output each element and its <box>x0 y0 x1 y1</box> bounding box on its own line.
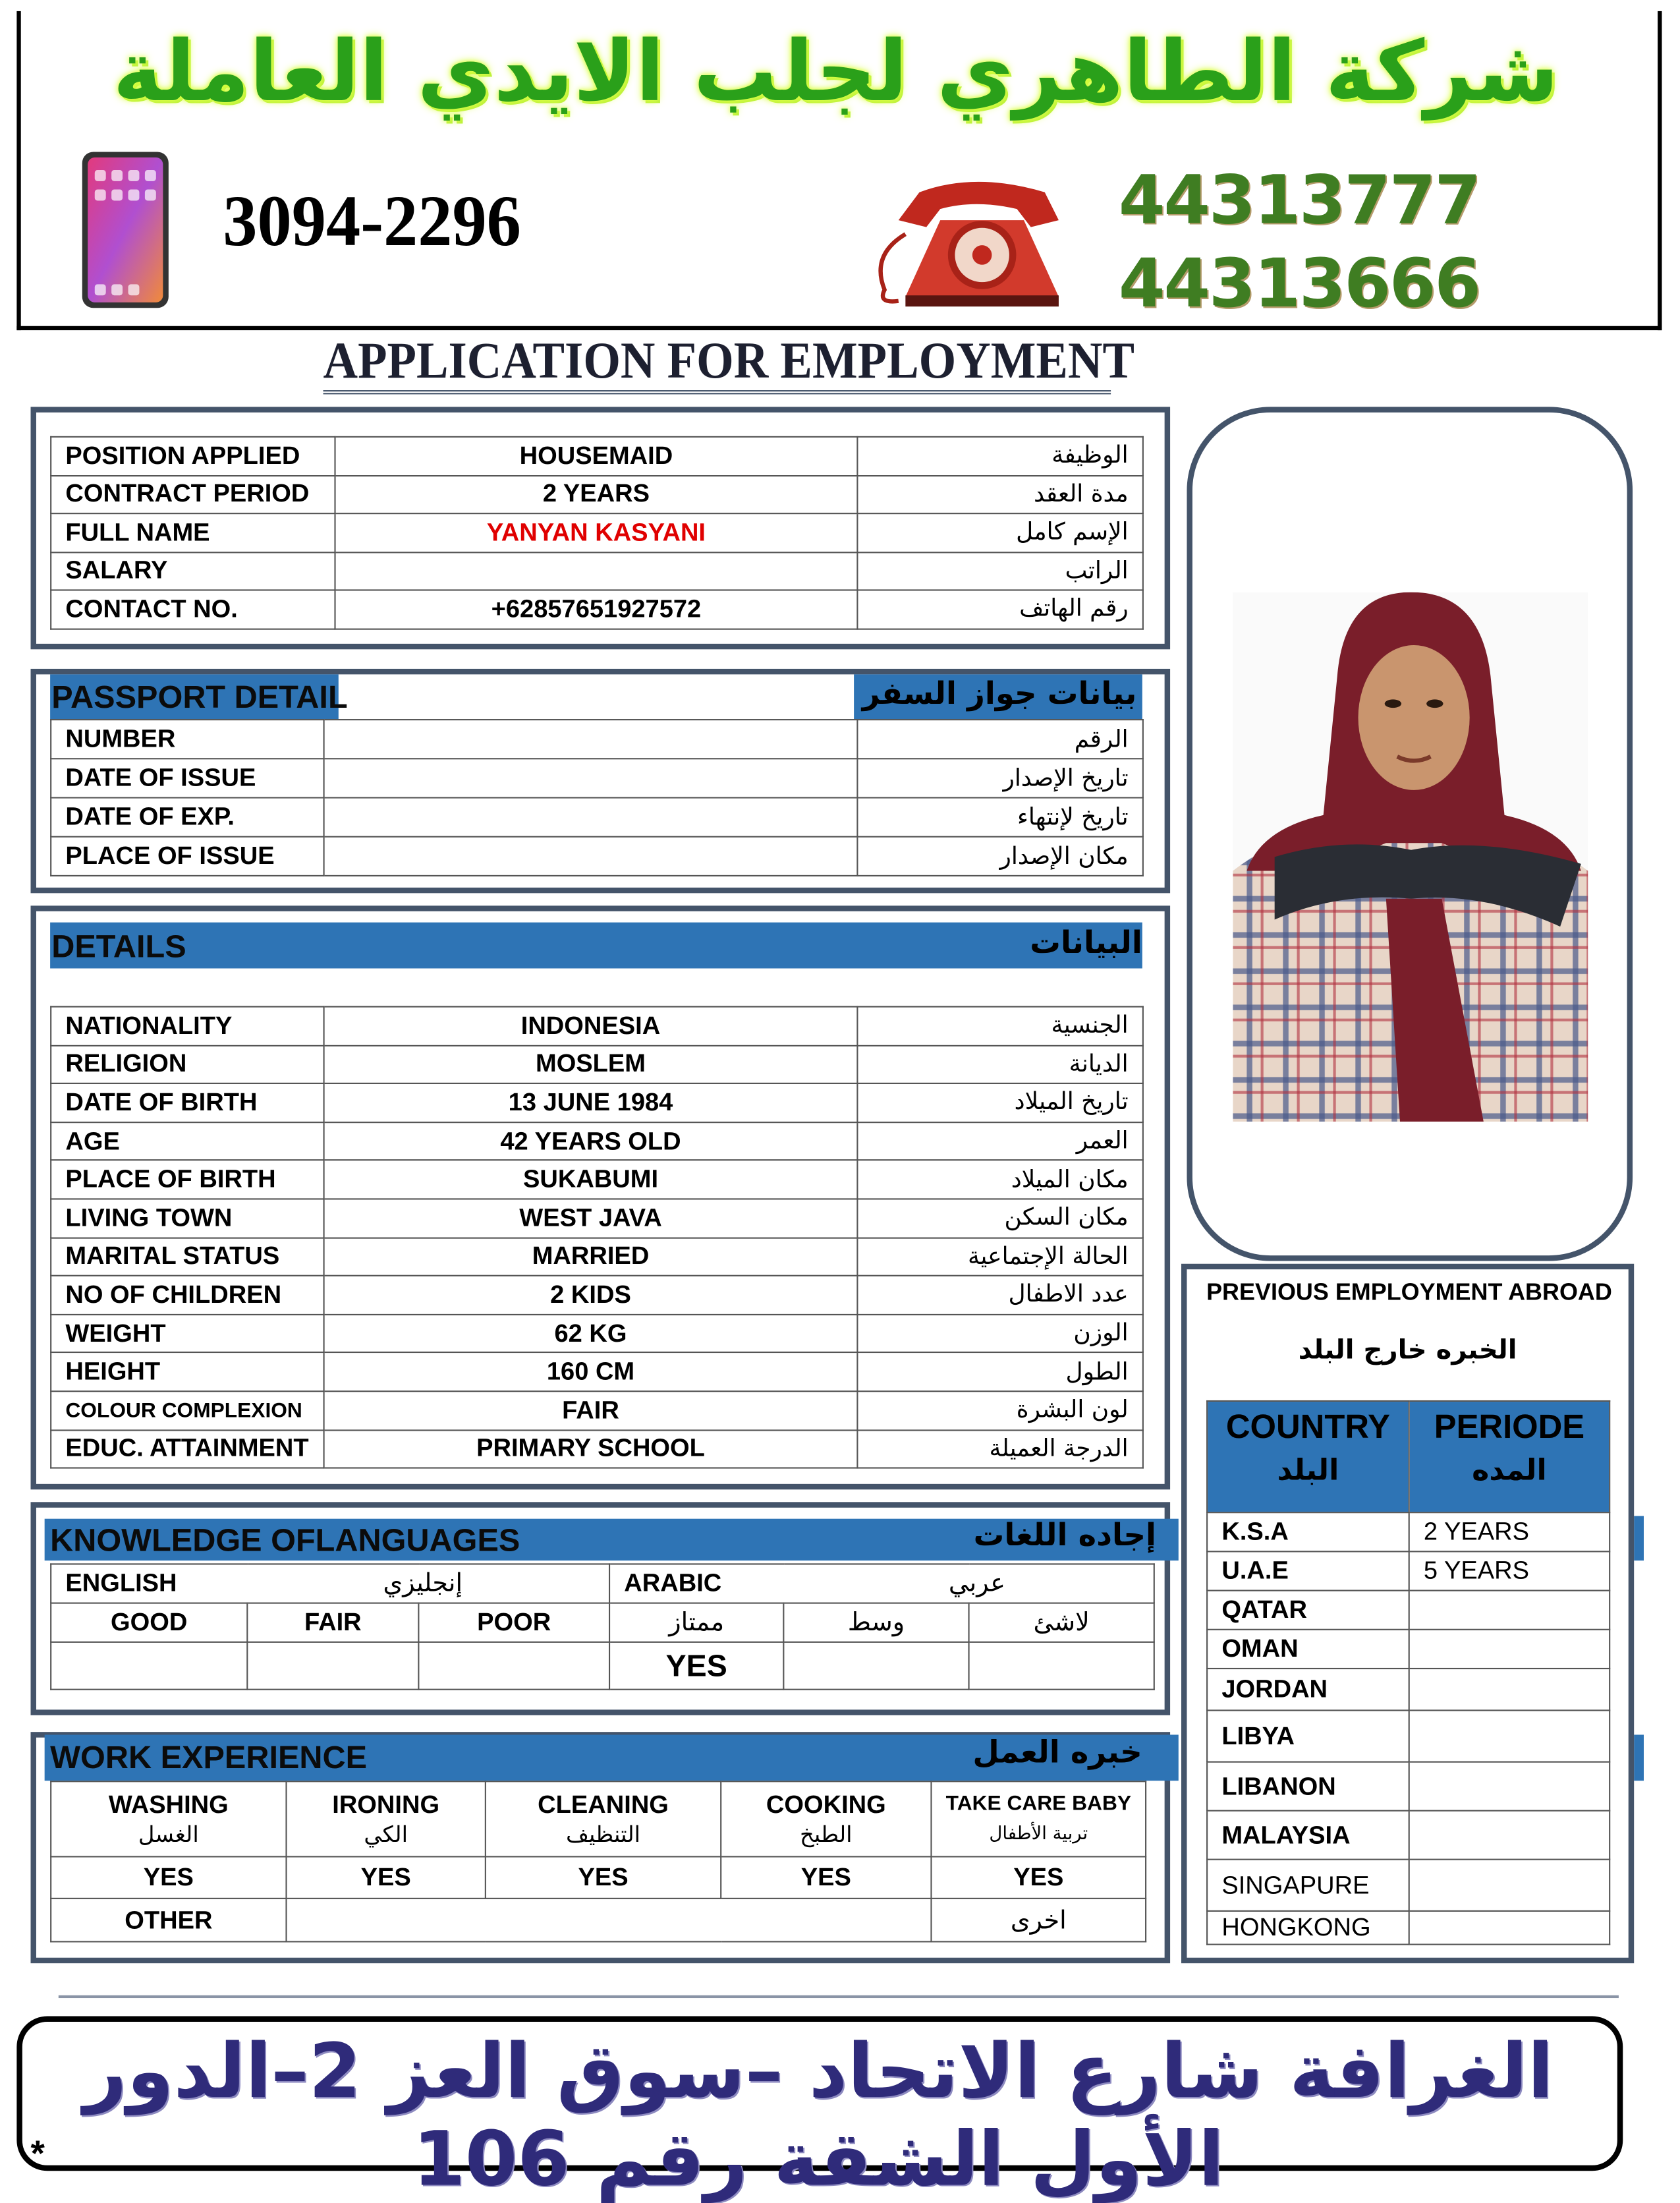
field-value[interactable]: PRIMARY SCHOOL <box>324 1429 858 1468</box>
previous-period[interactable] <box>1409 1710 1610 1761</box>
language-level-value-5[interactable] <box>969 1642 1154 1690</box>
landline-number-1: 44313777 <box>1118 161 1480 240</box>
field-label-ar: رقم الهاتف <box>857 590 1142 628</box>
landline-number-2: 44313666 <box>1118 245 1480 324</box>
previous-country: K.S.A <box>1207 1512 1409 1551</box>
field-label: DATE OF BIRTH <box>51 1083 323 1122</box>
languages-table <box>50 1563 1155 1690</box>
english-label: ENGLISH <box>65 1568 177 1597</box>
field-label-ar: الجنسية <box>857 1007 1142 1045</box>
field-label: COLOUR COMPLEXION <box>51 1391 323 1429</box>
field-label-ar: الدرجة العميلة <box>857 1429 1142 1468</box>
arabic-cell <box>609 1564 1154 1603</box>
field-value[interactable]: HOUSEMAID <box>335 437 858 475</box>
previous-country: OMAN <box>1207 1630 1409 1669</box>
field-label: POSITION APPLIED <box>51 437 335 475</box>
table-row <box>51 720 1143 758</box>
field-label: WEIGHT <box>51 1314 323 1352</box>
other-label-ar: اخرى <box>931 1899 1146 1942</box>
table-row <box>51 1122 1143 1160</box>
table-row <box>51 1045 1143 1083</box>
previous-period[interactable] <box>1409 1591 1610 1630</box>
arabic-label: ARABIC <box>624 1568 722 1597</box>
previous-country: HONGKONG <box>1207 1911 1409 1945</box>
previous-row <box>1207 1669 1610 1710</box>
language-level-value-2[interactable] <box>418 1642 609 1690</box>
language-level-1: FAIR <box>247 1603 418 1642</box>
work-values-row <box>51 1856 1146 1898</box>
country-header-ar: البلد <box>1277 1453 1339 1487</box>
language-names-row <box>51 1564 1154 1603</box>
field-value[interactable]: 2 KIDS <box>324 1276 858 1314</box>
work-skill <box>486 1781 721 1856</box>
previous-row <box>1207 1911 1610 1945</box>
table-row <box>51 1083 1143 1122</box>
previous-country: LIBYA <box>1207 1710 1409 1761</box>
previous-header-row <box>1207 1401 1610 1512</box>
table-row <box>51 1007 1143 1045</box>
field-label: HEIGHT <box>51 1353 323 1391</box>
period-column-header <box>1409 1401 1610 1512</box>
previous-period[interactable]: 2 YEARS <box>1409 1512 1610 1551</box>
table-row <box>51 475 1143 513</box>
work-skill-label-ar: الطبخ <box>800 1820 853 1847</box>
passport-heading: PASSPORT DETAIL <box>51 678 348 715</box>
field-label: DATE OF ISSUE <box>51 758 323 797</box>
previous-row <box>1207 1710 1610 1761</box>
field-label-ar: الرقم <box>857 720 1142 758</box>
languages-heading: KNOWLEDGE OFLANGUAGES <box>50 1521 520 1558</box>
previous-period[interactable] <box>1409 1811 1610 1860</box>
field-value[interactable] <box>324 758 858 797</box>
arabic-label-ar: عربي <box>948 1568 1005 1599</box>
previous-employment-title-ar: الخبره خارج البلد <box>1298 1334 1517 1366</box>
field-value[interactable]: MARRIED <box>324 1238 858 1276</box>
language-values-row <box>51 1642 1154 1690</box>
country-header-en: COUNTRY <box>1225 1408 1390 1446</box>
work-skill-value[interactable]: YES <box>287 1856 486 1898</box>
field-label: NO OF CHILDREN <box>51 1276 323 1314</box>
field-value[interactable] <box>324 720 858 758</box>
languages-heading-ar: إجاده اللغات <box>973 1518 1156 1554</box>
mobile-number: 3094-2296 <box>223 182 521 262</box>
table-row <box>51 797 1143 836</box>
field-label-ar: تاريخ الميلاد <box>857 1083 1142 1122</box>
table-row <box>51 1353 1143 1391</box>
previous-period[interactable] <box>1409 1911 1610 1945</box>
work-skill-label: TAKE CARE BABY <box>945 1791 1132 1816</box>
telephone-icon <box>864 179 1086 311</box>
previous-row <box>1207 1591 1610 1630</box>
field-label: LIVING TOWN <box>51 1199 323 1237</box>
table-row <box>51 1391 1143 1429</box>
field-value[interactable] <box>324 797 858 836</box>
table-row <box>51 837 1143 876</box>
field-value[interactable]: YANYAN KASYANI <box>335 513 858 552</box>
language-level-2: POOR <box>418 1603 609 1642</box>
previous-row <box>1207 1512 1610 1551</box>
field-label: EDUC. ATTAINMENT <box>51 1429 323 1468</box>
previous-employment-table <box>1206 1400 1610 1945</box>
work-skill <box>721 1781 931 1856</box>
field-label: MARITAL STATUS <box>51 1238 323 1276</box>
table-row <box>51 1199 1143 1237</box>
field-label: CONTACT NO. <box>51 590 335 628</box>
page-title: APPLICATION FOR EMPLOYMENT <box>323 334 1111 394</box>
other-label: OTHER <box>51 1899 286 1942</box>
previous-row <box>1207 1551 1610 1590</box>
language-level-4: وسط <box>783 1603 968 1642</box>
previous-period[interactable] <box>1409 1762 1610 1811</box>
field-value[interactable]: FAIR <box>324 1391 858 1429</box>
field-label-ar: تاريخ الإصدار <box>857 758 1142 797</box>
field-label-ar: العمر <box>857 1122 1142 1160</box>
work-skills-row <box>51 1781 1146 1856</box>
field-label: NATIONALITY <box>51 1007 323 1045</box>
other-value[interactable] <box>287 1899 932 1942</box>
field-value[interactable]: INDONESIA <box>324 1007 858 1045</box>
field-value[interactable]: MOSLEM <box>324 1045 858 1083</box>
details-heading: DETAILS <box>51 928 186 965</box>
field-label-ar: مكان الميلاد <box>857 1160 1142 1199</box>
previous-country: MALAYSIA <box>1207 1811 1409 1860</box>
field-label-ar: الوظيفة <box>857 437 1142 475</box>
field-value[interactable]: 42 YEARS OLD <box>324 1122 858 1160</box>
previous-row <box>1207 1811 1610 1860</box>
field-value[interactable]: 62 KG <box>324 1314 858 1352</box>
work-skill-label: COOKING <box>766 1789 886 1818</box>
field-label-ar: الراتب <box>857 552 1142 590</box>
field-label: NUMBER <box>51 720 323 758</box>
passport-table <box>50 719 1144 876</box>
previous-row <box>1207 1630 1610 1669</box>
field-label: PLACE OF BIRTH <box>51 1160 323 1199</box>
table-row <box>51 513 1143 552</box>
footer-asterisk: * <box>30 2132 45 2174</box>
field-value[interactable]: 13 JUNE 1984 <box>324 1083 858 1122</box>
language-level-value-1[interactable] <box>247 1642 418 1690</box>
field-label: PLACE OF ISSUE <box>51 837 323 876</box>
previous-period[interactable] <box>1409 1860 1610 1911</box>
language-level-value-4[interactable] <box>783 1642 968 1690</box>
work-heading-ar: خبره العمل <box>972 1736 1142 1771</box>
work-skill-value[interactable]: YES <box>51 1856 286 1898</box>
field-label: DATE OF EXP. <box>51 797 323 836</box>
work-skill <box>287 1781 486 1856</box>
work-skill-label: IRONING <box>332 1789 440 1818</box>
table-row <box>51 1314 1143 1352</box>
applicant-photo <box>1233 592 1588 1122</box>
previous-period[interactable] <box>1409 1669 1610 1710</box>
work-skill-label-ar: تربية الأطفال <box>989 1823 1088 1845</box>
language-level-0: GOOD <box>51 1603 247 1642</box>
field-label-ar: الحالة الإجتماعية <box>857 1238 1142 1276</box>
work-other-row <box>51 1899 1146 1942</box>
previous-row <box>1207 1762 1610 1811</box>
field-label-ar: الوزن <box>857 1314 1142 1352</box>
field-label-ar: مكان الإصدار <box>857 837 1142 876</box>
position-table <box>50 436 1144 629</box>
field-value[interactable] <box>324 837 858 876</box>
details-heading-ar: البيانات <box>1030 927 1142 961</box>
previous-period[interactable] <box>1409 1630 1610 1669</box>
field-label-ar: لون البشرة <box>857 1391 1142 1429</box>
previous-employment-title: PREVIOUS EMPLOYMENT ABROAD <box>1206 1279 1612 1306</box>
field-label: AGE <box>51 1122 323 1160</box>
work-skill <box>51 1781 286 1856</box>
table-row <box>51 590 1143 628</box>
table-row <box>51 437 1143 475</box>
table-row <box>51 758 1143 797</box>
work-skill-value[interactable]: YES <box>486 1856 721 1898</box>
work-skill-label: WASHING <box>108 1789 229 1818</box>
previous-country: LIBANON <box>1207 1762 1409 1811</box>
country-column-header <box>1207 1401 1409 1512</box>
language-level-value-0[interactable] <box>51 1642 247 1690</box>
company-name: شركة الطاهري لجلب الايدي العاملة <box>113 23 1559 121</box>
period-header-ar: المده <box>1472 1453 1547 1487</box>
field-label: RELIGION <box>51 1045 323 1083</box>
field-label-ar: مدة العقد <box>857 475 1142 513</box>
field-label-ar: الديانة <box>857 1045 1142 1083</box>
table-row <box>51 1429 1143 1468</box>
field-value[interactable] <box>335 552 858 590</box>
language-level-value-3[interactable]: YES <box>609 1642 783 1690</box>
work-skill-label: CLEANING <box>538 1789 669 1818</box>
field-label: SALARY <box>51 552 335 590</box>
work-skill <box>931 1781 1146 1856</box>
field-value[interactable]: WEST JAVA <box>324 1199 858 1237</box>
field-label-ar: تاريخ لإنتهاء <box>857 797 1142 836</box>
work-heading: WORK EXPERIENCE <box>50 1738 368 1775</box>
previous-row <box>1207 1860 1610 1911</box>
table-row <box>51 1238 1143 1276</box>
passport-heading-ar: بيانات جواز السفر <box>862 677 1137 712</box>
details-table <box>50 1006 1144 1469</box>
field-value[interactable]: 160 CM <box>324 1353 858 1391</box>
field-label: CONTRACT PERIOD <box>51 475 335 513</box>
field-value[interactable]: +62857651927572 <box>335 590 858 628</box>
field-value[interactable]: 2 YEARS <box>335 475 858 513</box>
language-levels-row <box>51 1603 1154 1642</box>
table-row <box>51 552 1143 590</box>
field-label-ar: عدد الاطفال <box>857 1276 1142 1314</box>
field-label-ar: الإسم كامل <box>857 513 1142 552</box>
language-level-5: لاشئ <box>969 1603 1154 1642</box>
mobile-phone-icon <box>81 150 170 309</box>
work-table <box>50 1781 1146 1942</box>
previous-country: JORDAN <box>1207 1669 1409 1710</box>
previous-country: SINGAPURE <box>1207 1860 1409 1911</box>
previous-period[interactable]: 5 YEARS <box>1409 1551 1610 1590</box>
footer-address: الغرافة شارع الاتحاد –سوق العز 2–الدور الأول الشقة رقم 106 <box>83 2027 1554 2203</box>
work-skill-label-ar: الكي <box>364 1820 408 1847</box>
previous-country: QATAR <box>1207 1591 1409 1630</box>
divider <box>59 1995 1619 1998</box>
work-skill-value[interactable]: YES <box>931 1856 1146 1898</box>
previous-country: U.A.E <box>1207 1551 1409 1590</box>
table-row <box>51 1276 1143 1314</box>
field-value[interactable]: SUKABUMI <box>324 1160 858 1199</box>
work-skill-label-ar: الغسل <box>138 1820 199 1847</box>
table-row <box>51 1160 1143 1199</box>
field-label-ar: مكان السكن <box>857 1199 1142 1237</box>
english-label-ar: إنجليزي <box>383 1568 463 1599</box>
field-label-ar: الطول <box>857 1353 1142 1391</box>
work-skill-label-ar: التنظيف <box>565 1820 641 1847</box>
period-header-en: PERIODE <box>1434 1408 1585 1446</box>
work-skill-value[interactable]: YES <box>721 1856 931 1898</box>
details-heading-bar <box>50 923 1142 969</box>
field-label: FULL NAME <box>51 513 335 552</box>
language-level-3: ممتاز <box>609 1603 783 1642</box>
english-cell <box>51 1564 609 1603</box>
